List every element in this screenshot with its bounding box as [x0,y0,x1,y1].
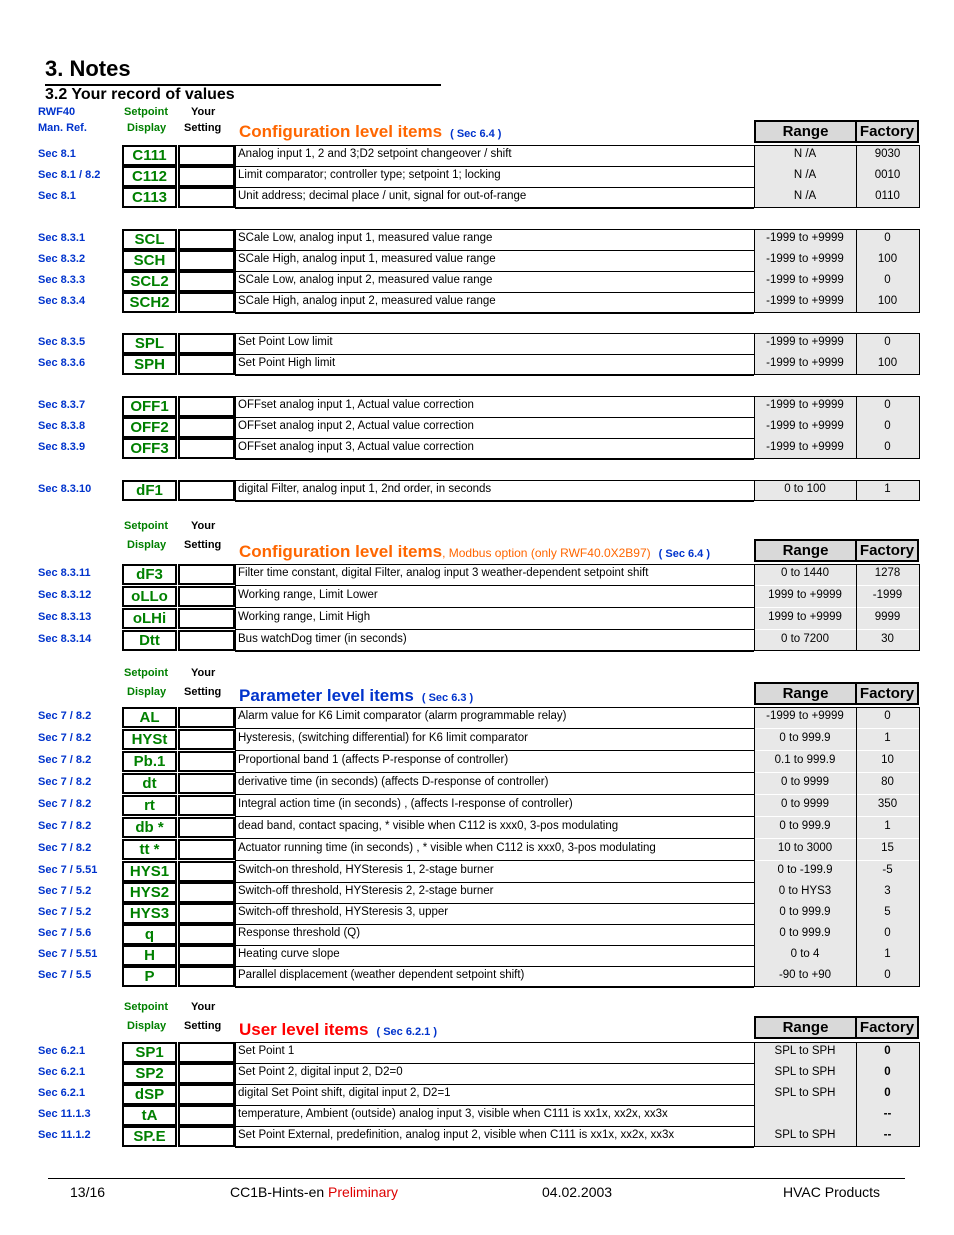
row-factory: -- [856,1105,919,1127]
setpoint-code: C113 [122,187,177,208]
band-frame [235,333,920,375]
row-factory: -1999 [856,586,919,608]
setpoint-code: SCL2 [122,271,177,292]
row-description: Unit address; decimal place / unit, signal for out-of-range [235,187,757,209]
row-description: OFFset analog input 3, Actual value correction [235,438,757,460]
row-description: Set Point High limit [235,354,757,376]
row-ref: Sec 8.1 [38,148,76,160]
row-range: -1999 to +9999 [754,417,856,439]
your-header-2: Setting [184,1020,222,1032]
row-ref: Sec 8.3.12 [38,589,92,601]
footer-dept: HVAC Products [783,1184,880,1200]
setpoint-code: HYS3 [122,903,177,924]
your-header-2: Setting [184,122,222,134]
row-description: Analog input 1, 2 and 3;D2 setpoint changeover / shift [235,145,757,167]
your-setting-field[interactable] [178,417,235,438]
setpoint-code: oLHi [122,608,177,629]
row-ref: Sec 8.3.6 [38,357,86,369]
band-frame [235,480,920,501]
band-frame [235,1042,920,1147]
setpoint-code: dt [122,773,177,794]
footer-date: 04.02.2003 [542,1184,613,1200]
row-ref: Sec 7 / 5.2 [38,885,92,897]
row-ref: Sec 8.3.9 [38,441,86,453]
footer-status: Preliminary [328,1184,399,1200]
row-ref: Sec 6.2.1 [38,1045,86,1057]
row-factory: 100 [856,292,919,314]
factory-divider [856,1042,857,1147]
section-title-text: Configuration level items [239,122,443,141]
your-setting-field[interactable] [178,271,235,292]
setpoint-code: SCH2 [122,292,177,313]
row-ref: Sec 7 / 8.2 [38,710,92,722]
setpoint-code: q [122,924,177,945]
your-setting-field[interactable] [178,630,235,651]
row-description: Limit comparator; controller type; setpoint 1; locking [235,166,757,188]
setpoint-code: oLLo [122,586,177,607]
section-title-user [239,1020,437,1040]
factory-header: Factory [855,120,919,143]
row-range: 1999 to +9999 [754,608,856,630]
row-description: Parallel displacement (weather dependent setpoint shift) [235,966,757,988]
row-description: derivative time (in seconds) (affects D-response of controller) [235,773,757,795]
row-factory: 9999 [856,608,919,630]
row-description: Filter time constant, digital Filter, analog input 3 weather-dependent setpoint shift [235,564,757,586]
factory-divider [856,229,857,313]
row-description: Integral action time (in seconds) , (affects I-response of controller) [235,795,757,817]
row-range: -1999 to +9999 [754,707,856,729]
row-factory: 1 [856,817,919,839]
your-setting-field[interactable] [178,145,235,166]
row-description: digital Set Point shift, digital input 2, D2=1 [235,1084,757,1106]
row-factory: 15 [856,839,919,861]
row-ref: Sec 8.3.11 [38,567,91,579]
footer-page: 13/16 [70,1184,106,1200]
row-ref: Sec 8.3.7 [38,399,86,411]
row-factory: 0 [856,707,919,729]
section-title-param [239,686,473,706]
your-setting-field[interactable] [178,480,235,501]
row-description: Set Point 2, digital input 2, D2=0 [235,1063,757,1085]
row-description: Proportional band 1 (affects P-response of controller) [235,751,757,773]
row-ref: Sec 7 / 5.6 [38,927,92,939]
row-range: 0.1 to 999.9 [754,751,856,773]
row-range: 0 to 999.9 [754,817,856,839]
row-description: dead band, contact spacing, * visible when C112 is xxx0, 3-pos modulating [235,817,757,839]
setpoint-code: OFF2 [122,417,177,438]
your-setting-field[interactable] [178,839,235,860]
row-description: Hysteresis, (switching differential) for K6 limit comparator [235,729,757,751]
row-factory: 0 [856,1084,919,1106]
row-range: N /A [754,187,856,209]
row-ref: Sec 8.3.13 [38,611,92,623]
row-factory: 30 [856,630,919,652]
row-range: 0 to 1440 [754,564,856,586]
row-factory: 0 [856,438,919,460]
your-setting-field[interactable] [178,564,235,585]
your-setting-field[interactable] [178,966,235,987]
setpoint-code: SP1 [122,1042,177,1063]
row-range: 0 to -199.9 [754,861,856,883]
row-range: -1999 to +9999 [754,438,856,460]
row-factory: -5 [856,861,919,883]
section-ref: ( Sec 6.4 ) [658,548,711,560]
row-range: 0 to 999.9 [754,903,856,925]
row-ref: Sec 8.3.10 [38,483,92,495]
band-frame [235,564,920,651]
your-setting-field[interactable] [178,608,235,629]
setpoint-code: C111 [122,145,177,166]
your-setting-field[interactable] [178,187,235,208]
range-header: Range [754,1016,857,1039]
setpoint-code: OFF1 [122,396,177,417]
row-description: SCale High, analog input 1, measured value range [235,250,757,272]
factory-header: Factory [855,539,919,562]
your-setting-field[interactable] [178,586,235,607]
setpoint-code: dSP [122,1084,177,1105]
setpoint-header-1: Setpoint [124,667,168,679]
your-setting-field[interactable] [178,1063,235,1084]
row-range: N /A [754,145,856,167]
your-setting-field[interactable] [178,817,235,838]
setpoint-code: AL [122,707,177,728]
setpoint-code: dF1 [122,480,177,501]
row-ref: Sec 8.1 / 8.2 [38,169,101,181]
page-title: 3. Notes [45,56,131,81]
row-ref: Sec 7 / 5.2 [38,906,92,918]
your-setting-field[interactable] [178,1126,235,1147]
row-ref: Sec 7 / 8.2 [38,820,92,832]
setpoint-code: Dtt [122,630,177,651]
your-header-1: Your [191,106,216,118]
row-factory: 5 [856,903,919,925]
row-ref: Sec 11.1.2 [38,1129,91,1141]
setpoint-code: tt * [122,839,177,860]
row-ref: Sec 8.3.4 [38,295,86,307]
your-setting-field[interactable] [178,945,235,966]
row-description: Alarm value for K6 Limit comparator (alarm programmable relay) [235,707,757,729]
row-description: SCale Low, analog input 2, measured value range [235,271,757,293]
band-frame [235,229,920,313]
row-description: Set Point Low limit [235,333,757,355]
setpoint-code: HYS2 [122,882,177,903]
setpoint-code: HYS1 [122,861,177,882]
your-setting-field[interactable] [178,795,235,816]
row-ref: Sec 8.3.3 [38,274,86,286]
your-setting-field[interactable] [178,751,235,772]
setpoint-code: C112 [122,166,177,187]
row-range: -1999 to +9999 [754,229,856,251]
row-description: Working range, Limit Lower [235,586,757,608]
row-ref: Sec 7 / 8.2 [38,798,92,810]
setpoint-header-2: Display [127,1020,167,1032]
your-setting-field[interactable] [178,438,235,459]
your-setting-field[interactable] [178,729,235,750]
row-range: -1999 to +9999 [754,292,856,314]
band-frame [235,145,920,208]
your-setting-field[interactable] [178,250,235,271]
range-divider [754,564,755,651]
row-range: 0 to 9999 [754,795,856,817]
range-divider [754,707,755,987]
row-range: -1999 to +9999 [754,333,856,355]
footer-doc-name: CC1B-Hints-en [230,1184,325,1200]
setpoint-code: Pb.1 [122,751,177,772]
your-setting-field[interactable] [178,166,235,187]
row-ref: Sec 8.3.2 [38,253,86,265]
setpoint-code: HYSt [122,729,177,750]
section-ref: ( Sec 6.3 ) [421,692,474,704]
row-description: Set Point 1 [235,1042,757,1064]
row-range: SPL to SPH [754,1063,856,1085]
setpoint-header-2: Display [127,686,167,698]
row-factory: 0 [856,924,919,946]
your-setting-field[interactable] [178,292,235,313]
row-ref: Sec 7 / 8.2 [38,754,92,766]
range-divider [754,1042,755,1147]
range-header: Range [754,539,857,562]
setpoint-header-2: Display [127,539,167,551]
setpoint-code: H [122,945,177,966]
setpoint-code: P [122,966,177,987]
row-factory: 0010 [856,166,919,188]
section-title-suffix: , Modbus option (only RWF40.0X2B97) [442,546,651,560]
row-range: 0 to 7200 [754,630,856,652]
footer-divider [48,1178,905,1179]
row-factory: 0 [856,417,919,439]
row-factory: 1 [856,945,919,967]
row-factory: 100 [856,354,919,376]
row-description: Response threshold (Q) [235,924,757,946]
row-ref: Sec 7 / 5.51 [38,864,98,876]
your-setting-field[interactable] [178,773,235,794]
section-title-config [239,122,501,142]
your-header-1: Your [191,1001,216,1013]
your-setting-field[interactable] [178,924,235,945]
row-range: SPL to SPH [754,1126,856,1148]
section-title-modbus [239,542,710,562]
row-range: 0 to 9999 [754,773,856,795]
row-factory: 100 [856,250,919,272]
section-title-text: Parameter level items [239,686,414,705]
row-description: OFFset analog input 1, Actual value correction [235,396,757,418]
row-ref: Sec 8.3.14 [38,633,92,645]
row-description: Set Point External, predefinition, analog input 2, visible when C111 is xx1x, xx2x, xx3x [235,1126,757,1148]
row-ref: Sec 7 / 5.51 [38,948,98,960]
row-range: 0 to 100 [754,480,856,502]
factory-header: Factory [855,1016,919,1039]
row-range: 10 to 3000 [754,839,856,861]
row-factory: 1278 [856,564,919,586]
row-factory: 0 [856,1042,919,1064]
row-description: Switch-on threshold, HYSteresis 1, 2-stage burner [235,861,757,883]
manref-header-2: Man. Ref. [38,122,87,134]
row-ref: Sec 11.1.3 [38,1108,91,1120]
your-header-2: Setting [184,686,222,698]
band-frame [235,707,920,987]
row-ref: Sec 8.3.5 [38,336,86,348]
row-factory: 0 [856,333,919,355]
section-subtitle: 3.2 Your record of values [45,86,235,103]
row-range: -1999 to +9999 [754,250,856,272]
range-divider [754,229,755,313]
row-factory: 80 [856,773,919,795]
row-ref: Sec 7 / 8.2 [38,732,92,744]
setpoint-code: SCL [122,229,177,250]
your-setting-field[interactable] [178,333,235,354]
setpoint-code: SPL [122,333,177,354]
row-factory: 0 [856,271,919,293]
row-factory: 0 [856,396,919,418]
setpoint-header-2: Display [127,122,167,134]
range-divider [754,145,755,208]
row-factory: 0 [856,1063,919,1085]
your-header-1: Your [191,667,216,679]
row-factory: 10 [856,751,919,773]
row-ref: Sec 8.3.8 [38,420,86,432]
range-divider [754,333,755,375]
row-range: SPL to SPH [754,1042,856,1064]
row-ref: Sec 6.2.1 [38,1087,86,1099]
row-factory: 1 [856,480,919,502]
your-setting-field[interactable] [178,1084,235,1105]
row-factory: -- [856,1126,919,1148]
your-setting-field[interactable] [178,861,235,882]
range-divider [754,480,755,501]
factory-divider [856,396,857,459]
factory-header: Factory [855,682,919,705]
row-ref: Sec 6.2.1 [38,1066,86,1078]
row-description: Working range, Limit High [235,608,757,630]
row-ref: Sec 8.1 [38,190,76,202]
row-description: Switch-off threshold, HYSteresis 3, upper [235,903,757,925]
setpoint-header-1: Setpoint [124,106,168,118]
row-range: 0 to 999.9 [754,729,856,751]
row-factory: 1 [856,729,919,751]
row-factory: 0110 [856,187,919,209]
section-title-text: User level items [239,1020,369,1039]
section-ref: ( Sec 6.2.1 ) [376,1026,438,1038]
row-description: SCale Low, analog input 1, measured value range [235,229,757,251]
setpoint-code: SPH [122,354,177,375]
row-ref: Sec 7 / 8.2 [38,842,92,854]
row-ref: Sec 8.3.1 [38,232,86,244]
your-setting-field[interactable] [178,882,235,903]
row-factory: 9030 [856,145,919,167]
row-description: SCale High, analog input 2, measured value range [235,292,757,314]
setpoint-code: db * [122,817,177,838]
row-range: -1999 to +9999 [754,354,856,376]
footer-doc [230,1184,398,1200]
row-range: 0 to HYS3 [754,882,856,904]
setpoint-header-1: Setpoint [124,520,168,532]
your-setting-field[interactable] [178,1105,235,1126]
factory-divider [856,480,857,501]
row-description: Actuator running time (in seconds) , * visible when C112 is xxx0, 3-pos modulating [235,839,757,861]
factory-divider [856,333,857,375]
row-description: OFFset analog input 2, Actual value correction [235,417,757,439]
setpoint-code: SP.E [122,1126,177,1147]
row-description: Switch-off threshold, HYSteresis 2, 2-stage burner [235,882,757,904]
setpoint-code: rt [122,795,177,816]
factory-divider [856,145,857,208]
setpoint-code: tA [122,1105,177,1126]
row-factory: 3 [856,882,919,904]
your-setting-field[interactable] [178,707,235,728]
setpoint-code: SP2 [122,1063,177,1084]
section-ref: ( Sec 6.4 ) [450,128,502,140]
your-setting-field[interactable] [178,354,235,375]
range-header: Range [754,682,857,705]
section-title-text: Configuration level items [239,542,443,561]
factory-divider [856,707,857,987]
setpoint-code: dF3 [122,564,177,585]
row-ref: Sec 7 / 8.2 [38,776,92,788]
row-range: 0 to 999.9 [754,924,856,946]
row-range: -1999 to +9999 [754,271,856,293]
your-setting-field[interactable] [178,396,235,417]
row-description: digital Filter, analog input 1, 2nd order, in seconds [235,480,757,502]
row-range: -1999 to +9999 [754,396,856,418]
row-factory: 0 [856,966,919,988]
row-range: 1999 to +9999 [754,586,856,608]
factory-divider [856,564,857,651]
setpoint-code: SCH [122,250,177,271]
range-header: Range [754,120,857,143]
row-description: Heating curve slope [235,945,757,967]
row-description: Bus watchDog timer (in seconds) [235,630,757,652]
setpoint-header-1: Setpoint [124,1001,168,1013]
row-range: 0 to 4 [754,945,856,967]
your-header-2: Setting [184,539,222,551]
row-range: SPL to SPH [754,1084,856,1106]
manref-header-1: RWF40 [38,106,76,118]
row-range: N /A [754,166,856,188]
setpoint-code: OFF3 [122,438,177,459]
your-setting-field[interactable] [178,1042,235,1063]
row-factory: 350 [856,795,919,817]
row-factory: 0 [856,229,919,251]
row-range: -90 to +90 [754,966,856,988]
your-setting-field[interactable] [178,903,235,924]
row-description: temperature, Ambient (outside) analog input 3, visible when C111 is xx1x, xx2x, xx3x [235,1105,757,1127]
band-frame [235,396,920,459]
your-setting-field[interactable] [178,229,235,250]
your-header-1: Your [191,520,216,532]
row-ref: Sec 7 / 5.5 [38,969,92,981]
range-divider [754,396,755,459]
